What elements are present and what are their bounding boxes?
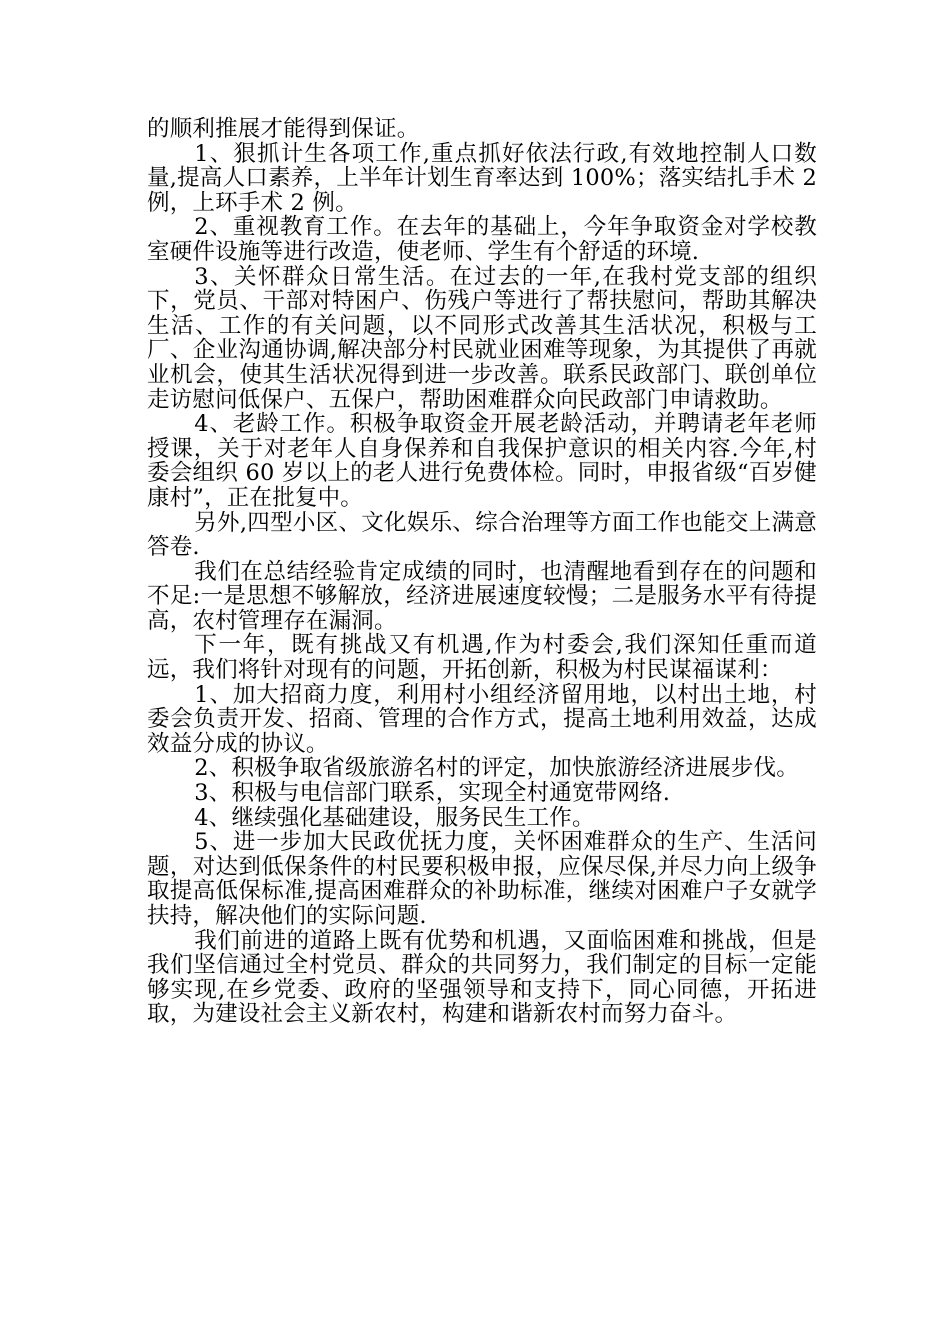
paragraph-plan-investment: 1、加大招商力度，利用村小组经济留用地，以村出土地，村委会负责开发、招商、管理的合作方式，提高土地利用效益，达成效益分成的协议。: [147, 681, 817, 757]
paragraph-plan-civil-affairs: 5、进一步加大民政优抚力度，关怀困难群众的生产、生活问题，对达到低保条件的村民要积极申报，应保尽保,并尽力向上级争取提高低保标准,提高困难群众的补助标准，继续对困难户子女就学扶持，解决他们的实际问题.: [147, 829, 817, 929]
paragraph-family-planning: 1、狠抓计生各项工作,重点抓好依法行政,有效地控制人口数量,提高人口素养，上半年计划生育率达到 100%；落实结扎手术 2 例，上环手术 2 例。: [147, 140, 817, 216]
paragraph-education: 2、重视教育工作。在去年的基础上，今年争取资金对学校教室硬件设施等进行改造，使老师、学生有个舒适的环境.: [147, 214, 817, 265]
paragraph-plan-broadband: 3、积极与电信部门联系，实现全村通宽带网络.: [194, 780, 671, 807]
paragraph-plan-infrastructure: 4、继续强化基础建设，服务民生工作。: [194, 804, 595, 831]
paragraph-shortcomings: 我们在总结经验肯定成绩的同时，也清醒地看到存在的问题和不足:一是思想不够解放，经济进展速度较慢；二是服务水平有待提高，农村管理存在漏洞。: [147, 558, 817, 634]
document-body: [147, 117, 817, 1027]
paragraph-other-work: 另外,四型小区、文化娱乐、综合治理等方面工作也能交上满意答卷.: [147, 509, 817, 561]
paragraph-daily-life: 3、关怀群众日常生活。在过去的一年,在我村党支部的组织下，党员、干部对特困户、伤残户等进行了帮扶慰问，帮助其解决生活、工作的有关问题，以不同形式改善其生活状况，积极与工厂、企业沟通协调,解决部分村民就业困难等现象，为其提供了再就业机会，使其生活状况得到进一步改善。联系民政部门、联创单位走访慰问低保户、五保户，帮助困难群众向民政部门申请救助。: [147, 263, 817, 413]
paragraph-next-year: 下一年，既有挑战又有机遇,作为村委会,我们深知任重而道远，我们将针对现有的问题，开拓创新，积极为村民谋福谋利：: [147, 632, 817, 684]
paragraph-elderly-work: 4、老龄工作。积极争取资金开展老龄活动，并聘请老年老师授课，关于对老年人自身保养和自我保护意识的相关内容.今年,村委会组织 60 岁以上的老人进行免费体检。同时，申报省级“百岁健康村”，正在批复中。: [147, 411, 817, 511]
paragraph-conclusion: 我们前进的道路上既有优势和机遇，又面临困难和挑战，但是我们坚信通过全村党员、群众的共同努力，我们制定的目标一定能够实现,在乡党委、政府的坚强领导和支持下，同心同德，开拓进取，为建设社会主义新农村，构建和谐新农村而努力奋斗。: [147, 927, 817, 1028]
paragraph-plan-tourism: 2、积极争取省级旅游名村的评定，加快旅游经济进展步伐。: [194, 755, 799, 782]
paragraph-continuation: 的顺利推展才能得到保证。: [147, 116, 420, 142]
